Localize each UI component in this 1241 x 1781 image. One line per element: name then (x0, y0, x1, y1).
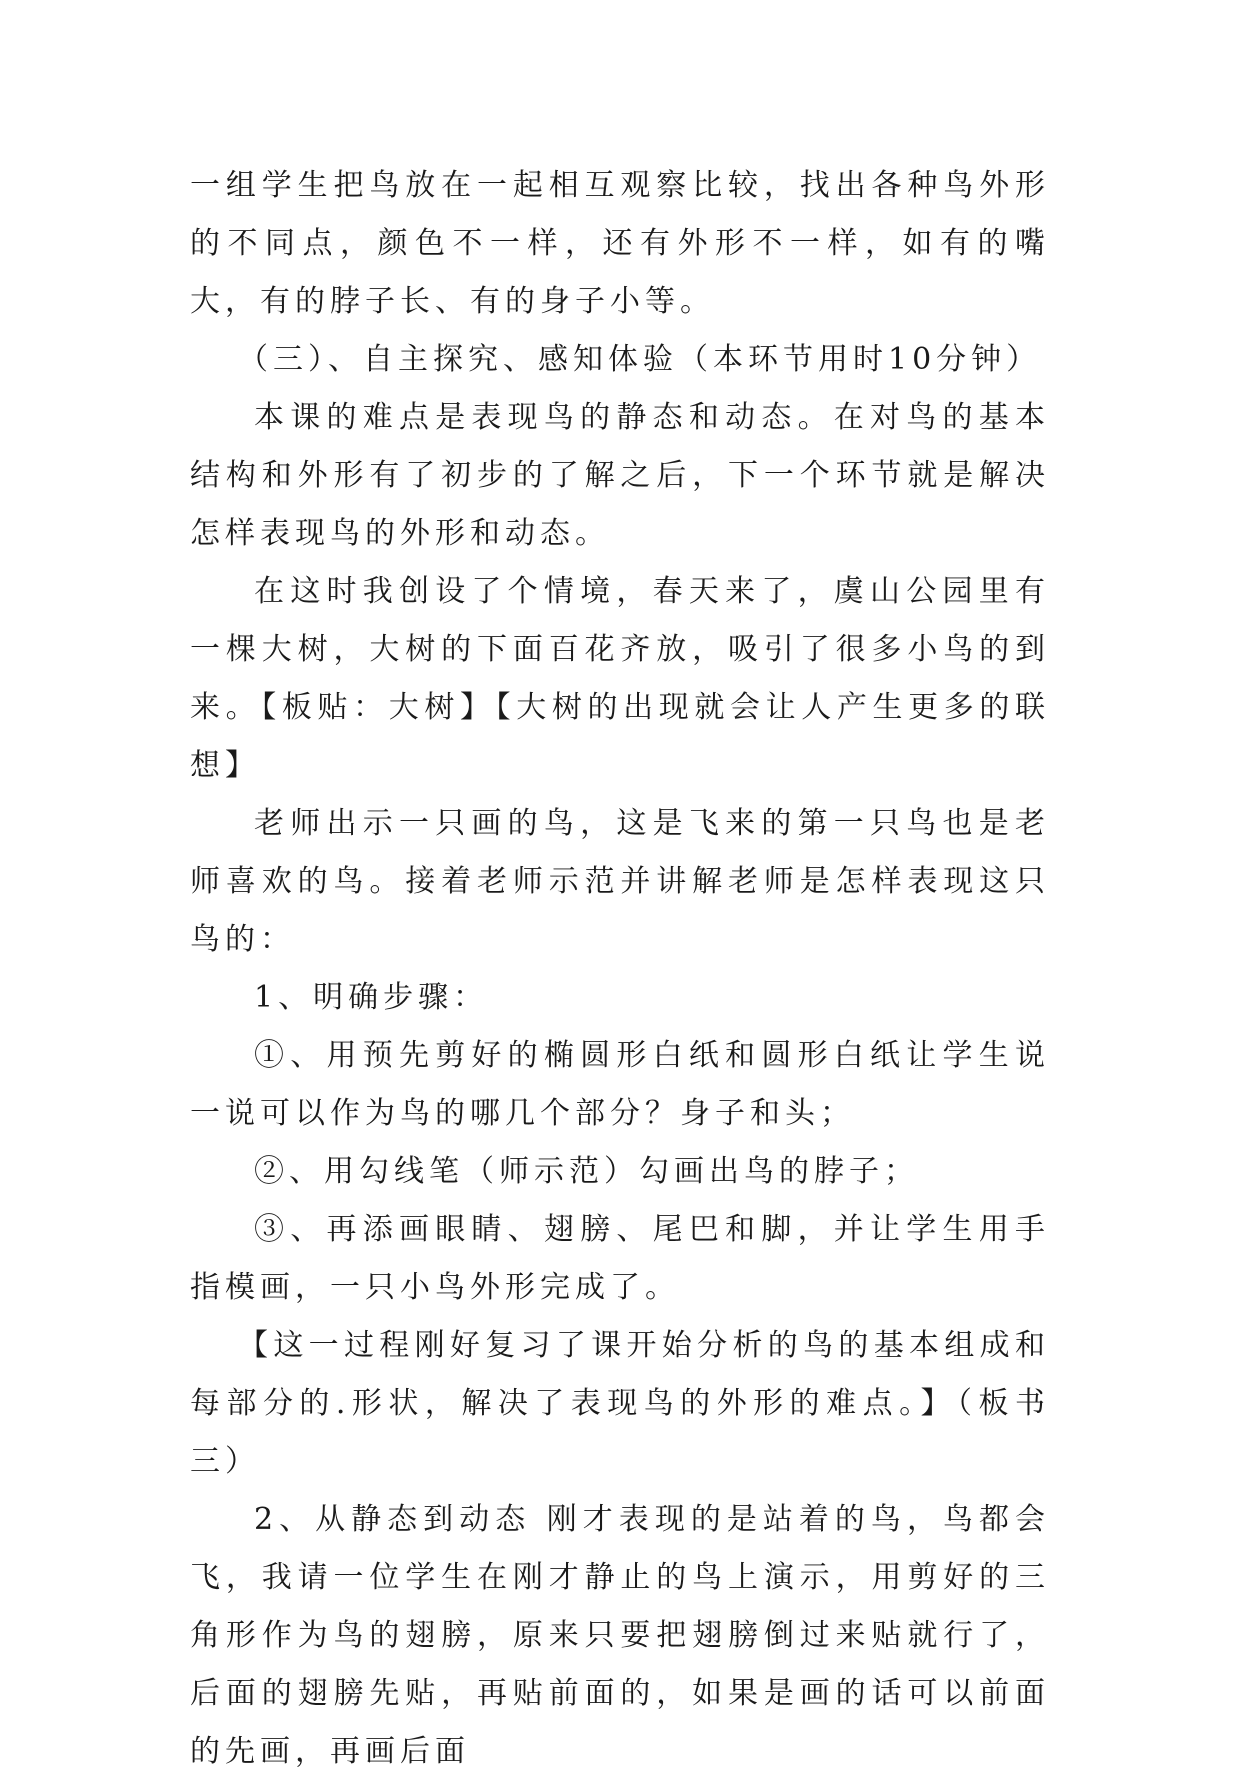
paragraph-difficulty: 本课的难点是表现鸟的静态和动态。在对鸟的基本结构和外形有了初步的了解之后，下一个环节就是解决怎样表现鸟的外形和动态。 (190, 400, 1050, 551)
paragraph-static-to-dynamic: 2、从静态到动态 刚才表现的是站着的鸟，鸟都会飞，我请一位学生在刚才静止的鸟上演示，用剪好的三角形作为鸟的翅膀，原来只要把翅膀倒过来贴就行了，后面的翅膀先贴，再贴前面的，如果是画的话可以前面的先画，再画后面 (190, 1502, 1050, 1769)
paragraph-step-heading: 1、明确步骤： (254, 980, 489, 1015)
section-heading-explore: （三）、自主探究、感知体验（本环节用时10分钟） (238, 342, 1042, 377)
paragraph-step-2: ②、用勾线笔（师示范）勾画出鸟的脖子； (254, 1154, 919, 1189)
paragraph-step-1: ①、用预先剪好的椭圆形白纸和圆形白纸让学生说一说可以作为鸟的哪几个部分？身子和头； (190, 1038, 1050, 1131)
paragraph-scenario: 在这时我创设了个情境，春天来了，虞山公园里有一棵大树，大树的下面百花齐放，吸引了很多小鸟的到来。【板贴：大树】【大树的出现就会让人产生更多的联想】 (190, 574, 1050, 783)
paragraph-teacher-demo: 老师出示一只画的鸟，这是飞来的第一只鸟也是老师喜欢的鸟。接着老师示范并讲解老师是怎样表现这只鸟的： (190, 806, 1050, 957)
document-body (190, 157, 1050, 1781)
paragraph-bird-comparison: 一组学生把鸟放在一起相互观察比较，找出各种鸟外形的不同点，颜色不一样，还有外形不一样，如有的嘴大，有的脖子长、有的身子小等。 (190, 168, 1050, 319)
paragraph-review-note: 【这一过程刚好复习了课开始分析的鸟的基本组成和每部分的.形状，解决了表现鸟的外形的难点。】（板书三） (190, 1328, 1050, 1479)
paragraph-step-3: ③、再添画眼睛、翅膀、尾巴和脚，并让学生用手指模画，一只小鸟外形完成了。 (190, 1212, 1050, 1305)
